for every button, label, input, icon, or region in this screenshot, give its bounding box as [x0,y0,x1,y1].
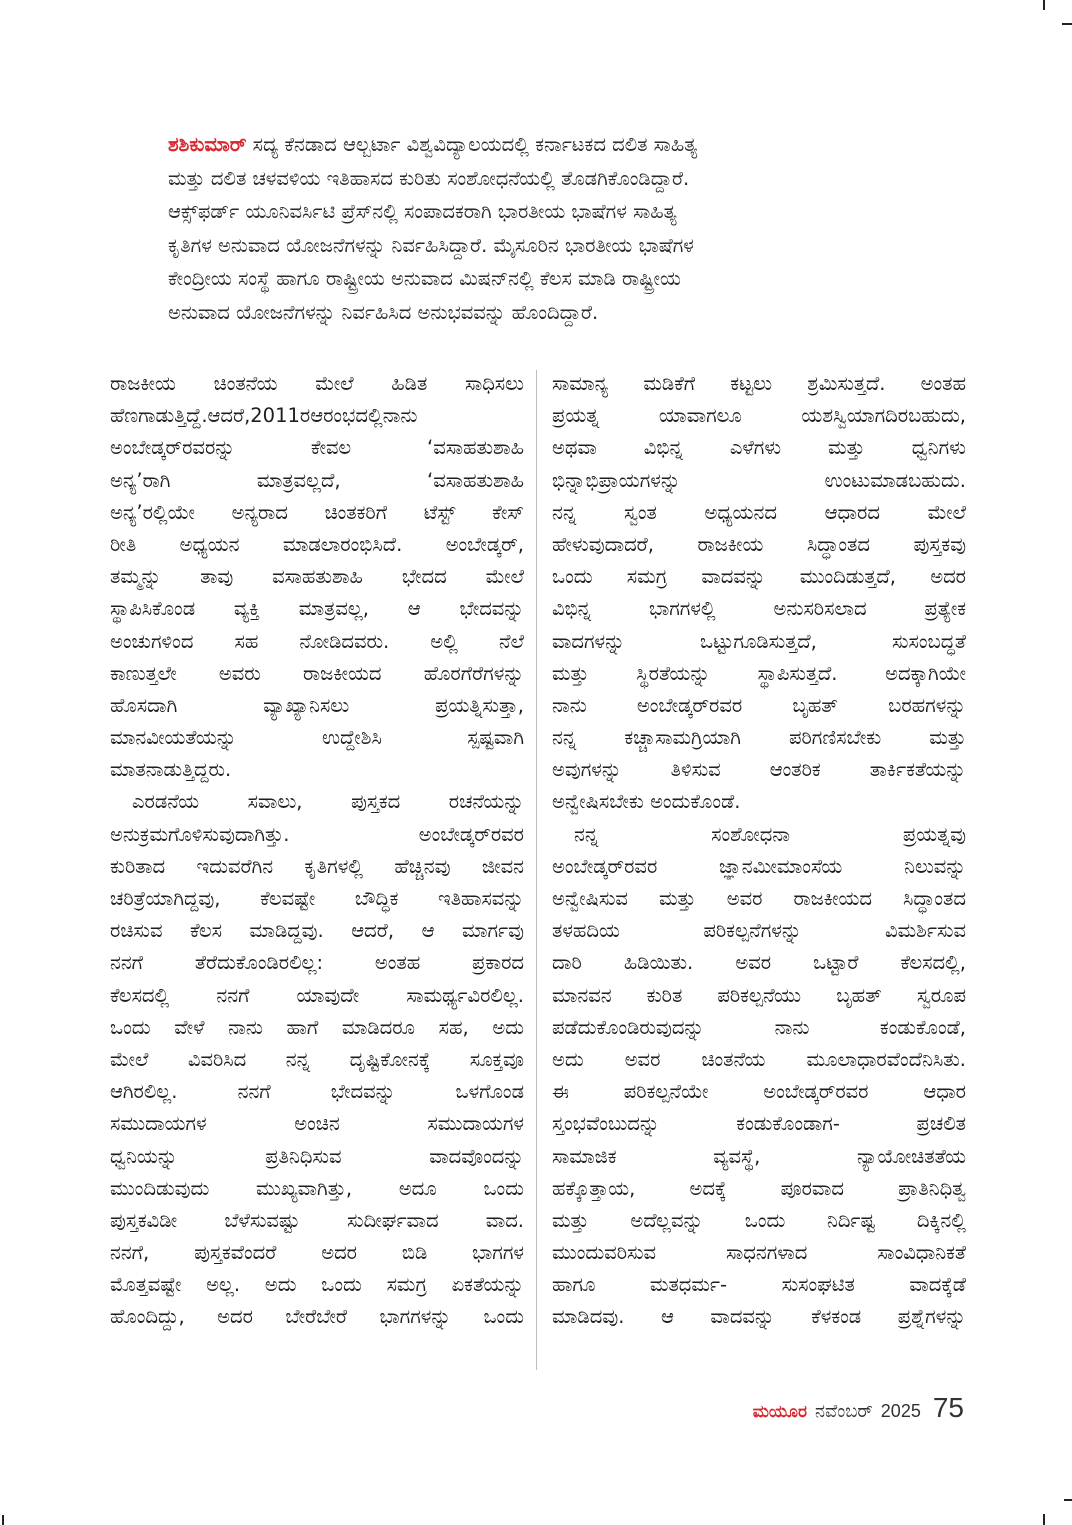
text-line: ಒಂದು ವೇಳೆ ನಾನು ಹಾಗೆ ಮಾಡಿದರೂ ಸಹ, ಅದು [110,1015,524,1039]
text-line: ಹೊಂದಿದ್ದು, ಅದರ ಬೇರೆಬೇರೆ ಭಾಗಗಳನ್ನು ಒಂದು [110,1305,524,1329]
page-footer [753,1392,964,1424]
text-line: ಕಾಣುತ್ತಲೇ ಅವರು ರಾಜಕೀಯದ ಹೊರಗೆರೆಗಳನ್ನು [110,661,524,685]
text-line: ಸ್ತಂಭವೆಂಬುದನ್ನು ಕಂಡುಕೊಂಡಾಗ- ಪ್ರಚಲಿತ [552,1112,966,1136]
text-line: ಮೊತ್ತವಷ್ಟೇ ಅಲ್ಲ. ಅದು ಒಂದು ಸಮಗ್ರ ಏಕತೆಯನ್ನು [110,1273,524,1297]
text-line: ಮುಂದಿಡುವುದು ಮುಖ್ಯವಾಗಿತ್ತು, ಅದೂ ಒಂದು [110,1176,524,1200]
text-line: ಹೆಣಗಾಡುತ್ತಿದ್ದೆ.ಆದರೆ,2011ರಆರಂಭದಲ್ಲಿನಾನು [110,404,418,428]
text-line: ಅದು ಅವರ ಚಿಂತನೆಯ ಮೂಲಾಧಾರವೆಂದೆನಿಸಿತು. [552,1047,966,1071]
column-divider [536,370,537,1370]
text-line: ಹೊಸದಾಗಿ ವ್ಯಾಖ್ಯಾನಿಸಲು ಪ್ರಯತ್ನಿಸುತ್ತಾ, [110,693,524,717]
text-line: ಸಮುದಾಯಗಳ ಅಂಚಿನ ಸಮುದಾಯಗಳ [110,1112,524,1136]
text-line: ಕೆಲಸದಲ್ಲಿ ನನಗೆ ಯಾವುದೇ ಸಾಮರ್ಥ್ಯವಿರಲಿಲ್ಲ. [110,983,524,1007]
text-line: ಹಾಗೂ ಮತಧರ್ಮ- ಸುಸಂಘಟಿತ ವಾದಕ್ಕೆಡೆ [552,1273,966,1297]
magazine-logo: ಮಯೂರ [752,1402,807,1422]
text-line: ಆಗಿರಲಿಲ್ಲ. ನನಗೆ ಭೇದವನ್ನು ಒಳಗೊಂಡ [110,1080,524,1104]
text-line: ದಾರಿ ಹಿಡಿಯಿತು. ಅವರ ಒಟ್ಟಾರೆ ಕೆಲಸದಲ್ಲಿ, [552,951,966,975]
text-line: ಅಂಬೇಡ್ಕರ್‌ರವರ ಜ್ಞಾನಮೀಮಾಂಸೆಯ ನಿಲುವನ್ನು [552,854,966,878]
text-line: ಧ್ವನಿಯನ್ನು ಪ್ರತಿನಿಧಿಸುವ ವಾದವೊಂದನ್ನು [110,1144,524,1168]
page-number: 75 [932,1392,964,1423]
text-line: ಅನ್ವೇಷಿಸುವ ಮತ್ತು ಅವರ ರಾಜಕೀಯದ ಸಿದ್ಧಾಂತದ [552,887,966,910]
text-line: ರೀತಿ ಅಧ್ಯಯನ ಮಾಡಲಾರಂಭಿಸಿದೆ. ಅಂಬೇಡ್ಕರ್, [110,532,524,556]
text-line: ಮಾತನಾಡುತ್ತಿದ್ದರು. [110,758,232,782]
text-line: ಮಾನವೀಯತೆಯನ್ನು ಉದ್ದೇಶಿಸಿ ಸ್ಪಷ್ಟವಾಗಿ [110,726,524,750]
author-name: ಶಶಿಕುಮಾರ್ [168,133,247,156]
text-line: ಒಂದು ಸಮಗ್ರ ವಾದವನ್ನು ಮುಂದಿಡುತ್ತದೆ, ಅದರ [552,565,966,589]
text-line: ಭಿನ್ನಾಭಿಪ್ರಾಯಗಳನ್ನು ಉಂಟುಮಾಡಬಹುದು. [552,468,966,492]
text-line: ಮೇಲೆ ವಿವರಿಸಿದ ನನ್ನ ದೃಷ್ಟಿಕೋನಕ್ಕೆ ಸೂಕ್ತವೂ [110,1047,524,1071]
text-line: ಹಕ್ಕೊತ್ತಾಯ, ಅದಕ್ಕೆ ಪೂರವಾದ ಪ್ರಾತಿನಿಧಿತ್ವ [552,1176,966,1200]
text-line: ಈ ಪರಿಕಲ್ಪನೆಯೇ ಅಂಬೇಡ್ಕರ್‌ರವರ ಆಧಾರ [552,1080,966,1104]
bio-line: ಕೇಂದ್ರೀಯ ಸಂಸ್ಥೆ ಹಾಗೂ ರಾಷ್ಟ್ರೀಯ ಅನುವಾದ ಮಿಷನ್‌ನಲ್ಲಿ ಕೆಲಸ ಮಾಡಿ ರಾಷ್ಟ್ರೀಯ [168,267,681,290]
text-line: ಅನ್ಯ’ರಲ್ಲಿಯೇ ಅನ್ಯರಾದ ಚಿಂತಕರಿಗೆ ಟೆಸ್ಟ್ ಕೇಸ್ [110,500,524,524]
text-line: ನಾನು ಅಂಬೇಡ್ಕರ್‌ರವರ ಬೃಹತ್ ಬರಹಗಳನ್ನು [552,693,966,717]
text-line: ಪ್ರಯತ್ನ ಯಾವಾಗಲೂ ಯಶಸ್ವಿಯಾಗದಿರಬಹುದು, [552,404,966,428]
bio-line: ಕೃತಿಗಳ ಅನುವಾದ ಯೋಜನೆಗಳನ್ನು ನಿರ್ವಹಿಸಿದ್ದಾರೆ. ಮೈಸೂರಿನ ಭಾರತೀಯ ಭಾಷೆಗಳ [168,233,694,257]
bio-line: ಮತ್ತು ದಲಿತ ಚಳವಳಿಯ ಇತಿಹಾಸದ ಕುರಿತು ಸಂಶೋಧನೆಯಲ್ಲಿ ತೊಡಗಿಕೊಂಡಿದ್ದಾರೆ. [168,166,690,190]
text-line: ಸ್ಥಾಪಿಸಿಕೊಂಡ ವ್ಯಕ್ತಿ ಮಾತ್ರವಲ್ಲ, ಆ ಭೇದವನ್ನು [110,597,524,621]
crop-mark-right-lower [1064,1499,1072,1501]
text-line: ನನ್ನ ಸ್ವಂತ ಅಧ್ಯಯನದ ಆಧಾರದ ಮೇಲೆ [552,500,966,524]
paragraph-start-line: ಎರಡನೆಯ ಸವಾಲು, ಪುಸ್ತಕದ ರಚನೆಯನ್ನು [132,790,524,814]
article-column-left [110,368,524,1334]
text-line: ನನಗೆ ತೆರೆದುಕೊಂಡಿರಲಿಲ್ಲ: ಅಂತಹ ಪ್ರಕಾರದ [110,951,524,975]
text-line: ಸಾಮಾಜಿಕ ವ್ಯವಸ್ಥೆ, ನ್ಯಾಯೋಚಿತತೆಯ [552,1144,966,1168]
text-line: ಮಾಡಿದವು. ಆ ವಾದವನ್ನು ಕೆಳಕಂಡ ಪ್ರಶ್ನೆಗಳನ್ನು [552,1305,966,1329]
text-line: ನನಗೆ, ಪುಸ್ತಕವೆಂದರೆ ಅದರ ಬಿಡಿ ಭಾಗಗಳ [110,1241,524,1265]
text-line: ಸಾಮಾನ್ಯ ಮಡಿಕೆಗೆ ಕಟ್ಟಲು ಶ್ರಮಿಸುತ್ತದೆ. ಅಂತಹ [552,372,966,395]
text-line: ಅಂಚುಗಳಿಂದ ಸಹ ನೋಡಿದವರು. ಅಲ್ಲಿ ನೆಲೆ [110,629,524,653]
text-line: ವಾದಗಳನ್ನು ಒಟ್ಟುಗೂಡಿಸುತ್ತದೆ, ಸುಸಂಬದ್ಧತೆ [552,629,966,653]
text-line: ನನ್ನ ಕಚ್ಚಾಸಾಮಗ್ರಿಯಾಗಿ ಪರಿಗಣಿಸಬೇಕು ಮತ್ತು [552,726,966,750]
text-line: ಪುಸ್ತಕವಿಡೀ ಬೆಳೆಸುವಷ್ಟು ಸುದೀರ್ಘವಾದ ವಾದ. [110,1208,524,1232]
text-line: ತಳಹದಿಯ ಪರಿಕಲ್ಪನೆಗಳನ್ನು ವಿಮರ್ಶಿಸುವ [552,919,966,943]
text-line: ರಾಜಕೀಯ ಚಿಂತನೆಯ ಮೇಲೆ ಹಿಡಿತ ಸಾಧಿಸಲು [110,372,524,395]
issue-month: ನವೆಂಬರ್ [814,1401,873,1422]
text-line: ಮಾನವನ ಕುರಿತ ಪರಿಕಲ್ಪನೆಯು ಬೃಹತ್ ಸ್ವರೂಪ [552,983,966,1007]
text-line: ಚರಿತ್ರೆಯಾಗಿದ್ದವು, ಕೆಲವಷ್ಟೇ ಬೌದ್ಧಿಕ ಇತಿಹಾಸವನ್ನು [110,887,524,910]
bio-line: ಅನುವಾದ ಯೋಜನೆಗಳನ್ನು ನಿರ್ವಹಿಸಿದ ಅನುಭವವನ್ನು ಹೊಂದಿದ್ದಾರೆ. [168,300,599,324]
text-line: ಮತ್ತು ಸ್ಥಿರತೆಯನ್ನು ಸ್ಥಾಪಿಸುತ್ತದೆ. ಅದಕ್ಕಾಗಿಯೇ [552,661,966,685]
paragraph-start-line: ನನ್ನ ಸಂಶೋಧನಾ ಪ್ರಯತ್ನವು [574,822,966,846]
text-line: ಕುರಿತಾದ ಇದುವರೆಗಿನ ಕೃತಿಗಳಲ್ಲಿ ಹೆಚ್ಚಿನವು ಜೀವನ [110,854,524,878]
crop-mark-bottom-right [1043,1514,1045,1525]
crop-mark-bottom-left [2,1515,4,1525]
bio-line: ಶಶಿಕುಮಾರ್ ಸದ್ಯ ಕೆನಡಾದ ಆಲ್ಬರ್ಟಾ ವಿಶ್ವವಿದ್ಯಾಲಯದಲ್ಲಿ ಕರ್ನಾಟಕದ ದಲಿತ ಸಾಹಿತ್ಯ [168,133,698,156]
text-line: ಪಡೆದುಕೊಂಡಿರುವುದನ್ನು ನಾನು ಕಂಡುಕೊಂಡೆ, [552,1015,966,1039]
text-line: ಅಂಬೇಡ್ಕರ್‌ರವರನ್ನು ಕೇವಲ ‘ವಸಾಹತುಶಾಹಿ [110,436,524,460]
text-line: ತಮ್ಮನ್ನು ತಾವು ವಸಾಹತುಶಾಹಿ ಭೇದದ ಮೇಲೆ [110,565,524,589]
bio-line: ಆಕ್ಸ್‌ಫರ್ಡ್ ಯೂನಿವರ್ಸಿಟಿ ಪ್ರೆಸ್‌ನಲ್ಲಿ ಸಂಪಾದಕರಾಗಿ ಭಾರತೀಯ ಭಾಷೆಗಳ ಸಾಹಿತ್ಯ [168,200,677,223]
crop-mark-top-right [1043,0,1045,10]
text-line: ಅನ್ವೇಷಿಸಬೇಕು ಅಂದುಕೊಂಡೆ. [552,790,741,814]
text-line: ಮತ್ತು ಅದೆಲ್ಲವನ್ನು ಒಂದು ನಿರ್ದಿಷ್ಟ ದಿಕ್ಕಿನಲ್ಲಿ [552,1208,966,1232]
text-line: ರಚಿಸುವ ಕೆಲಸ ಮಾಡಿದ್ದವು. ಆದರೆ, ಆ ಮಾರ್ಗವು [110,919,524,943]
text-line: ಅನ್ಯ’ರಾಗಿ ಮಾತ್ರವಲ್ಲದೆ, ‘ವಸಾಹತುಶಾಹಿ [110,468,524,492]
crop-mark-right-upper [1062,23,1072,25]
author-bio [168,128,913,329]
text-line: ಅವುಗಳನ್ನು ತಿಳಿಸುವ ಆಂತರಿಕ ತಾರ್ಕಿಕತೆಯನ್ನು [552,758,966,782]
text-line: ಅಥವಾ ವಿಭಿನ್ನ ಎಳೆಗಳು ಮತ್ತು ಧ್ವನಿಗಳು [552,436,966,460]
text-line: ಹೇಳುವುದಾದರೆ, ರಾಜಕೀಯ ಸಿದ್ಧಾಂತದ ಪುಸ್ತಕವು [552,532,966,556]
article-column-right [552,368,966,1334]
text-line: ವಿಭಿನ್ನ ಭಾಗಗಳಲ್ಲಿ ಅನುಸರಿಸಲಾದ ಪ್ರತ್ಯೇಕ [552,597,966,621]
text-line: ಮುಂದುವರಿಸುವ ಸಾಧನಗಳಾದ ಸಾಂವಿಧಾನಿಕತೆ [552,1241,966,1265]
text-line: ಅನುಕ್ರಮಗೊಳಿಸುವುದಾಗಿತ್ತು. ಅಂಬೇಡ್ಕರ್‌ರವರ [110,822,524,846]
issue-year: 2025 [880,1401,921,1421]
